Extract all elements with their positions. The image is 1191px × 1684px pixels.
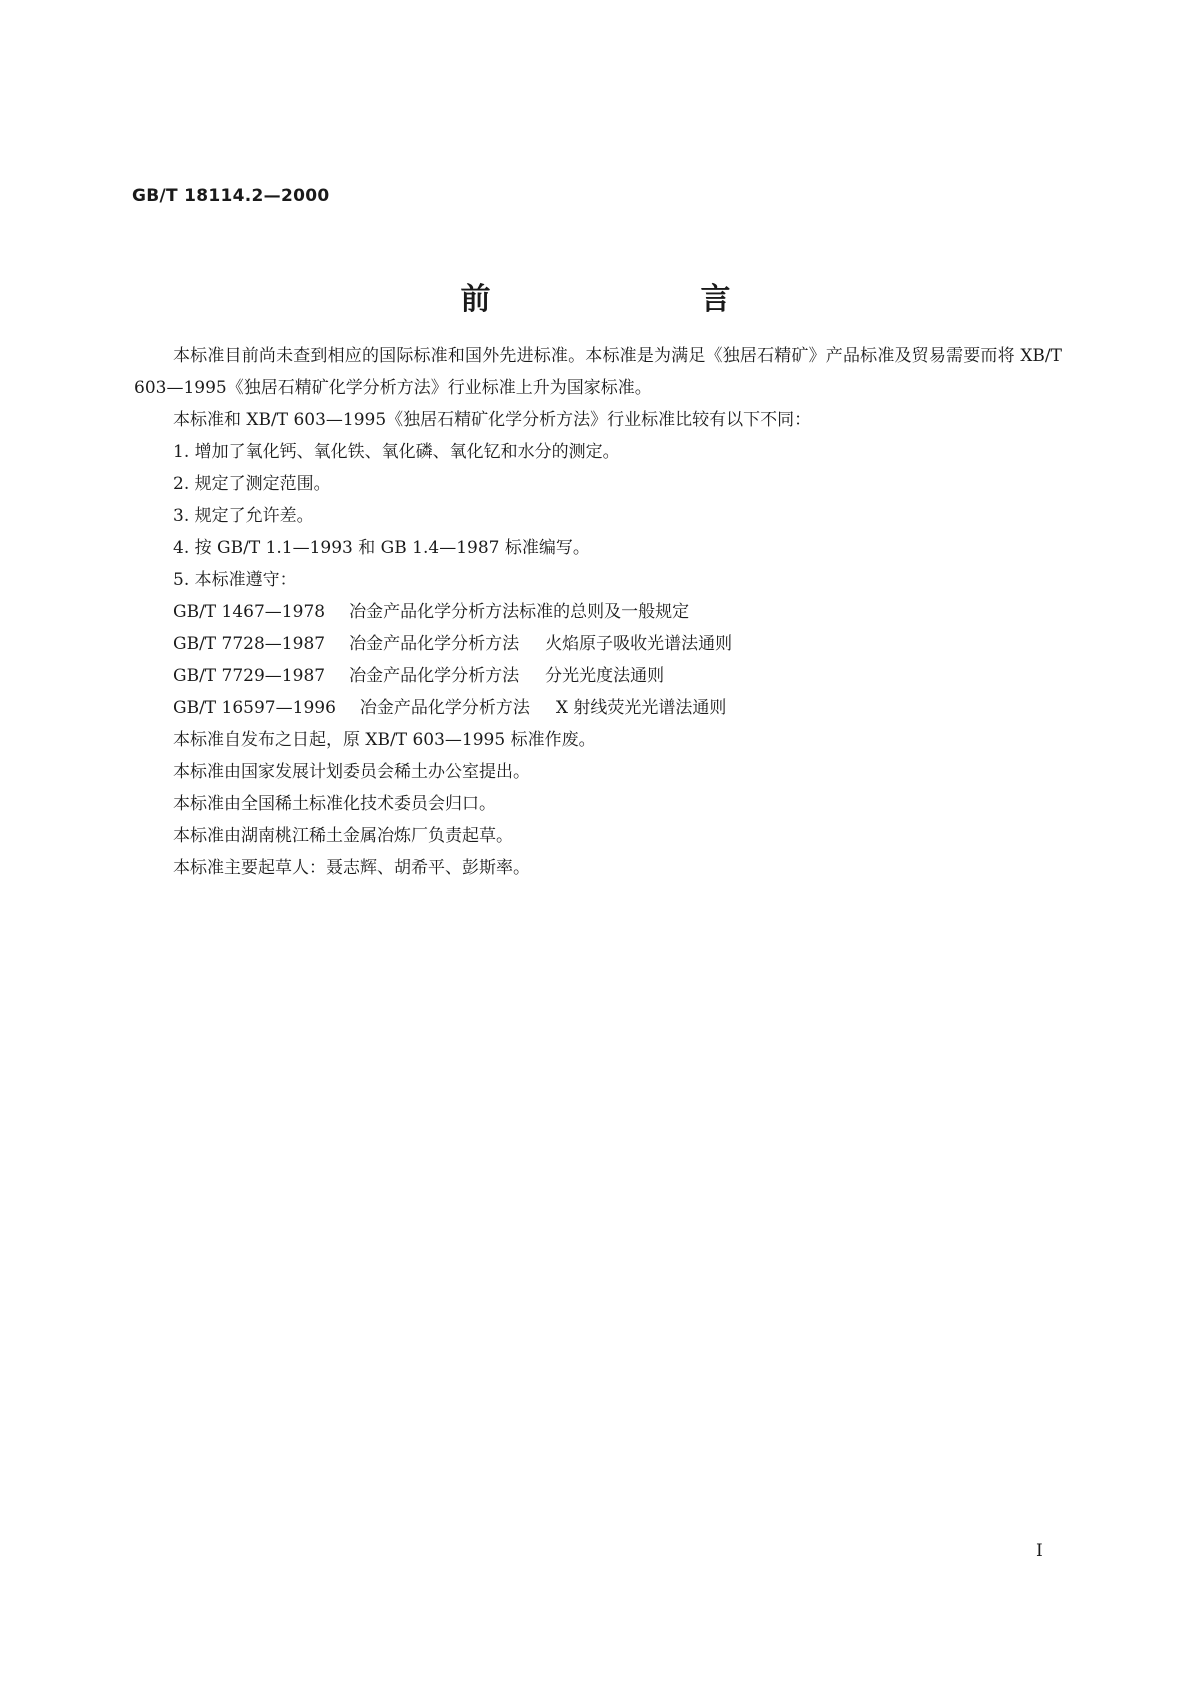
list-item-4: 4. 按 GB/T 1.1—1993 和 GB 1.4—1987 标准编写。 (173, 538, 590, 558)
list-item-5: 5. 本标准遵守： (173, 570, 297, 590)
reference-title: 冶金产品化学分析方法 (359, 698, 530, 718)
reference-subtitle: 火焰原子吸收光谱法通则 (545, 634, 733, 654)
reference-line (134, 660, 1062, 692)
page-number: I (1036, 1541, 1043, 1561)
reference-code: GB/T 16597—1996 (173, 698, 336, 718)
closing-line: 本标准由全国稀土标准化技术委员会归口。 (173, 794, 496, 814)
reference-title: 冶金产品化学分析方法标准的总则及一般规定 (349, 602, 690, 622)
list-item-1: 1. 增加了氧化钙、氧化铁、氧化磷、氧化钇和水分的测定。 (173, 442, 620, 462)
reference-line (134, 628, 1062, 660)
paragraph-comparison: 本标准和 XB/T 603—1995《独居石精矿化学分析方法》行业标准比较有以下不同： (173, 410, 812, 430)
standard-code: GB/T 18114.2—2000 (132, 186, 330, 206)
list-item-2: 2. 规定了测定范围。 (173, 474, 331, 494)
closing-line: 本标准主要起草人：聂志辉、胡希平、彭斯率。 (173, 858, 530, 878)
paragraph-intro: 本标准目前尚未查到相应的国际标准和国外先进标准。本标准是为满足《独居石精矿》产品标准及贸易需要而将 XB/T 603—1995《独居石精矿化学分析方法》行业标准上升为国家标准。 (134, 346, 1062, 398)
reference-subtitle: 分光光度法通则 (545, 666, 665, 686)
reference-line (134, 692, 1062, 724)
closing-line: 本标准由国家发展计划委员会稀土办公室提出。 (173, 762, 530, 782)
reference-title: 冶金产品化学分析方法 (349, 634, 520, 654)
page-title: 前 言 (460, 282, 821, 317)
reference-code: GB/T 7729—1987 (173, 666, 326, 686)
list-item-3: 3. 规定了允许差。 (173, 506, 314, 526)
reference-code: GB/T 1467—1978 (173, 602, 326, 622)
reference-code: GB/T 7728—1987 (173, 634, 326, 654)
reference-title: 冶金产品化学分析方法 (349, 666, 520, 686)
closing-line: 本标准自发布之日起，原 XB/T 603—1995 标准作废。 (173, 730, 596, 750)
reference-subtitle: X 射线荧光光谱法通则 (555, 698, 727, 718)
closing-line: 本标准由湖南桃江稀土金属冶炼厂负责起草。 (173, 826, 513, 846)
document-body (134, 340, 1062, 884)
reference-line (134, 596, 1062, 628)
